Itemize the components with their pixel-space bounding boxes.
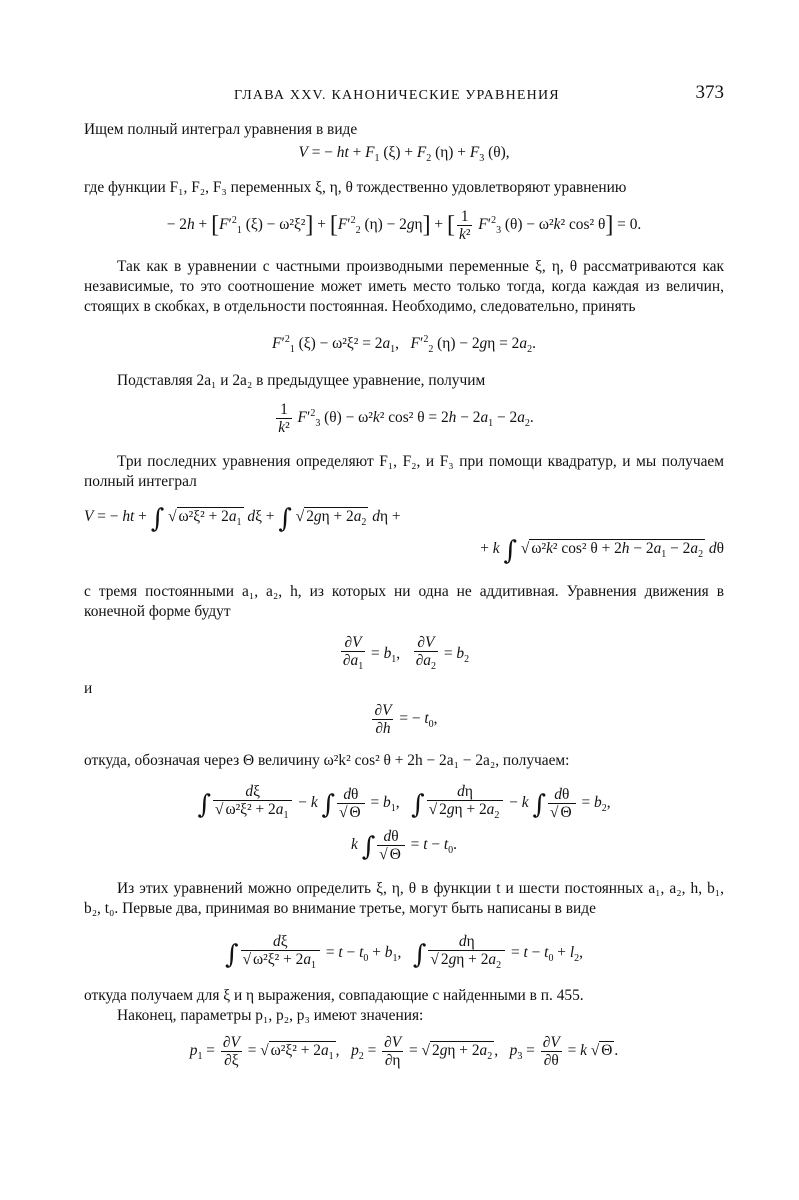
- equation: V = − ht + ∫ √ $\omega^2\xi^2 + 2a_1$ dξ + ∫ √ $2g\eta + 2a_2$ dη +: [84, 504, 401, 535]
- paragraph: с тремя постоянными a₁, a₂, h, из которых ни одна не аддитивная. Уравнения движения в конечной форме будут: [84, 583, 724, 621]
- equation: $F'^2_1$ $(\xi) - \omega^2\xi^2 = 2a_1$, $F'^2_2$ $(\eta) - 2g\eta = 2a_2$.: [272, 334, 536, 356]
- equation: V = − ht + $F_1$ $(\xi) + F_2$ $(\eta) + F_3$ (θ),: [298, 144, 510, 165]
- equation: $\frac{\partial V}{\partial a_1}$ = $b_1$, $\frac{\partial V}{\partial a_2}$ = $b_2$: [342, 634, 470, 673]
- equation: + k ∫ √ ω²k² cos² $\theta + 2h - 2a_1 - 2a_2$ dθ: [480, 536, 724, 567]
- page-header: [84, 80, 724, 112]
- equation: k ∫ $\frac{d\theta}{√ \Theta}$ = $t - t_0$.: [350, 827, 458, 863]
- paragraph: откуда получаем для ξ и η выражения, совпадающие с найденными в п. 455.: [84, 986, 584, 1004]
- page-number: 373: [695, 82, 724, 103]
- paragraph: Наконец, параметры p₁, p₂, p₃ имеют значения:: [117, 1006, 424, 1024]
- equation: ∫ $\frac{d\xi}{√ \omega^2\xi^2 + 2a_1}$ − k ∫ $\frac{d\theta}{√ \Theta}$ = $b_1$, ∫ $\frac{d\eta}{√ 2g\eta + 2a_2}$ − k ∫ $\frac{d\theta}{√ \Theta}$ = $b_2$,: [197, 782, 611, 821]
- paragraph: откуда, обозначая через Θ величину ω²k² cos² θ + 2h − 2a₁ − 2a₂, получаем:: [84, 751, 570, 769]
- paragraph: где функции F₁, F₂, F₃ переменных ξ, η, θ тождественно удовлетворяют уравнению: [84, 179, 627, 197]
- paragraph: Ищем полный интеграл уравнения в виде: [84, 121, 358, 138]
- equation: $p_1$ = $\frac{\partial V}{\partial\xi}$ = √ $\omega^2\xi^2 + 2a_1$ , $p_2$ = $\frac{\partial V}{\partial\eta}$ = √ $2g\eta + 2a_2$ , $p_3$ = $\frac{\partial V}{\partial\theta}$ = k √ Θ .: [189, 1033, 619, 1069]
- equation: $\frac{1}{\text{k²}}$ $F'^2_3$ (θ) − ω²k² cos² $\theta = 2h - 2a_1 - 2a_2$.: [278, 401, 534, 437]
- paragraph: Подставляя 2a₁ и 2a₂ в предыдущее уравнение, получим: [117, 372, 486, 390]
- equation: − $2h + [F'^2_1$ $(\xi) - \omega^2\xi^2] + [F'^2_2$ (η) − 2gη] + [ $\frac{1}{\text{k²}}$ $F'^2_3$ (θ) − ω²k² cos² θ] = 0.: [166, 208, 642, 244]
- conjunction: и: [84, 679, 93, 697]
- paragraph: Из этих уравнений можно определить ξ, η, θ в функции t и шести постоянных a₁, a₂, h, b₁, b₂, t₀. Первые два, принимая во внимание третье, могут быть написаны в виде: [84, 879, 724, 917]
- equation: $\frac{\partial V}{\partial h}$ = − $t_0$,: [374, 701, 438, 737]
- equation: ∫ $\frac{d\xi}{√ \omega^2\xi^2 + 2a_1}$ = $t - t_0 + b_1$, ∫ $\frac{d\eta}{√ 2g\eta + 2a_2}$ = $t - t_0 + l_2$,: [225, 932, 583, 971]
- paragraph: Три последних уравнения определяют F₁, F₂, и F₃ при помощи квадратур, и мы получаем полный интеграл: [84, 453, 724, 491]
- page-body: [84, 120, 724, 1069]
- running-title: ГЛАВА XXV. КАНОНИЧЕСКИЕ УРАВНЕНИЯ: [234, 88, 560, 103]
- paragraph: Так как в уравнении с частными производными переменные ξ, η, θ рассматриваются как независимые, то это соотношение может иметь место только тогда, когда каждая из величин, стоящих в скобках, в отдельности постоянная. Необходимо, следовательно, принять: [84, 258, 724, 316]
